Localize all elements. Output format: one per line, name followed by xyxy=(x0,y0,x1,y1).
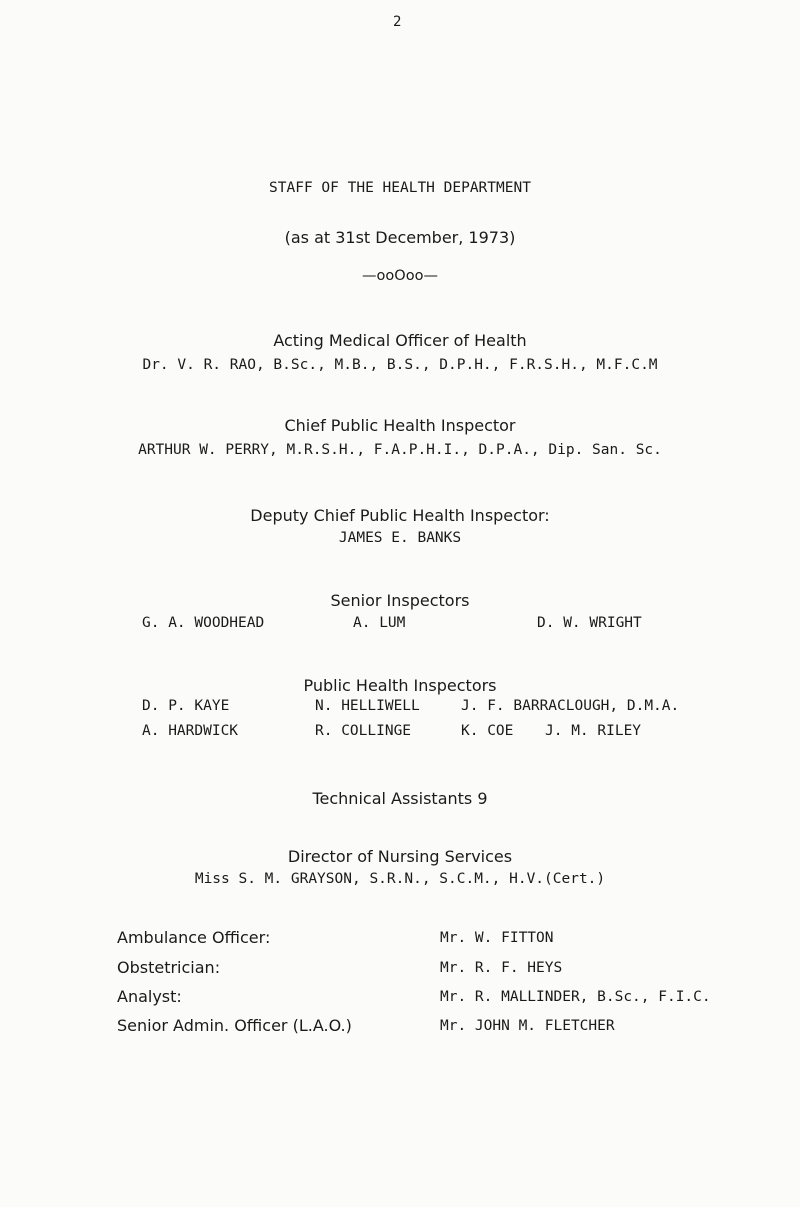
senior-inspectors-heading: Senior Inspectors xyxy=(330,591,470,610)
chief-phi-heading: Chief Public Health Inspector xyxy=(284,416,516,435)
document-subtitle: (as at 31st December, 1973) xyxy=(284,228,516,247)
officer-name: Mr. R. MALLINDER, B.Sc., F.I.C. xyxy=(440,989,711,1005)
officer-role: Ambulance Officer: xyxy=(117,928,271,947)
phi-name: J. F. BARRACLOUGH, D.M.A. xyxy=(461,698,680,714)
phi-name: N. HELLIWELL xyxy=(315,698,420,714)
officer-name: Mr. R. F. HEYS xyxy=(440,960,563,976)
phi-name: K. COE xyxy=(461,723,514,739)
nursing-heading: Director of Nursing Services xyxy=(287,847,513,866)
officer-role: Analyst: xyxy=(117,987,182,1006)
acting-moh-heading: Acting Medical Officer of Health xyxy=(273,331,527,350)
officer-role: Senior Admin. Officer (L.A.O.) xyxy=(117,1016,352,1035)
senior-inspector-name: G. A. WOODHEAD xyxy=(142,615,265,631)
phi-name: A. HARDWICK xyxy=(142,723,239,739)
deputy-chief-name: JAMES E. BANKS xyxy=(338,530,462,546)
chief-phi-name: ARTHUR W. PERRY, M.R.S.H., F.A.P.H.I., D.P.A., Dip. San. Sc. xyxy=(138,442,662,458)
acting-moh-name: Dr. V. R. RAO, B.Sc., M.B., B.S., D.P.H., F.R.S.H., M.F.C.M xyxy=(142,357,658,373)
officer-role: Obstetrician: xyxy=(117,958,221,977)
page-number: 2 xyxy=(393,14,402,30)
senior-inspector-name: A. LUM xyxy=(353,615,406,631)
document-title: STAFF OF THE HEALTH DEPARTMENT xyxy=(269,180,531,196)
phi-name: D. P. KAYE xyxy=(142,698,230,714)
technical-assistants: Technical Assistants 9 xyxy=(312,789,488,808)
phi-name: R. COLLINGE xyxy=(315,723,412,739)
separator: —ooOoo— xyxy=(362,268,438,284)
deputy-chief-heading: Deputy Chief Public Health Inspector: xyxy=(250,506,550,525)
phi-name: J. M. RILEY xyxy=(545,723,642,739)
officer-name: Mr. W. FITTON xyxy=(440,930,554,946)
nursing-name: Miss S. M. GRAYSON, S.R.N., S.C.M., H.V.(Cert.) xyxy=(194,871,606,887)
officer-name: Mr. JOHN M. FLETCHER xyxy=(440,1018,615,1034)
senior-inspector-name: D. W. WRIGHT xyxy=(537,615,642,631)
phi-heading: Public Health Inspectors xyxy=(303,676,497,695)
